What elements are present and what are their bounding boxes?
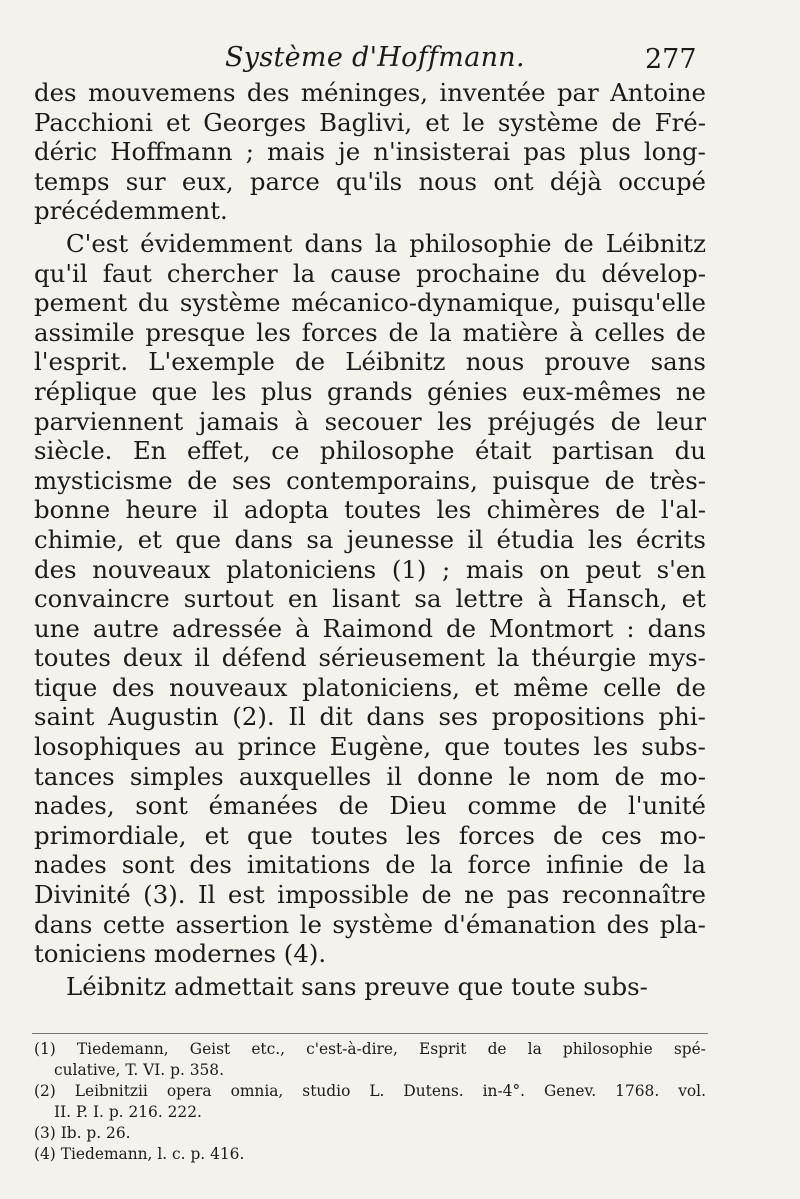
body-text [34, 78, 706, 1001]
text-line: déric Hoffmann ; mais je n'insisterai pas plus long- [34, 137, 706, 167]
footnote-line: II. P. I. p. 216. 222. [54, 1103, 202, 1121]
text-line: saint Augustin (2). Il dit dans ses propositions phi- [34, 702, 706, 732]
text-line: siècle. En effet, ce philosophe était partisan du [34, 436, 706, 466]
text-line: toutes deux il défend sérieusement la théurgie mys- [34, 643, 706, 673]
text-line: nades, sont émanées de Dieu comme de l'unité [34, 791, 706, 821]
paragraph [34, 78, 706, 226]
running-title: Système d'Hoffmann. [225, 42, 525, 73]
paragraph [34, 972, 706, 1002]
footnote-line: (1) Tiedemann, Geist etc., c'est-à-dire, Esprit de la philosophie spé- [34, 1040, 706, 1058]
footnote-line: (2) Leibnitzii opera omnia, studio L. Dutens. in-4°. Genev. 1768. vol. [34, 1082, 706, 1100]
text-line: chimie, et que dans sa jeunesse il étudia les écrits [34, 524, 706, 554]
text-line: parviennent jamais à secouer les préjugés de leur [34, 406, 706, 436]
text-line: losophiques au prince Eugène, que toutes les subs- [34, 732, 706, 762]
page-number: 277 [645, 44, 697, 75]
text-line: bonne heure il adopta toutes les chimères de l'al- [34, 495, 706, 525]
text-line: primordiale, et que toutes les forces de ces mo- [34, 820, 706, 850]
text-line: une autre adressée à Raimond de Montmort : dans [34, 613, 706, 643]
text-line: temps sur eux, parce qu'ils nous ont déjà occupé [34, 166, 706, 196]
text-line: assimile presque les forces de la matière à celles de [34, 317, 706, 347]
text-line: Léibnitz admettait sans preuve que toute subs- [66, 971, 648, 1001]
footnote-line: (3) Ib. p. 26. [34, 1124, 131, 1142]
text-line: C'est évidemment dans la philosophie de Léibnitz [66, 228, 706, 258]
text-line: des nouveaux platoniciens (1) ; mais on peut s'en [34, 554, 706, 584]
text-line: réplique que les plus grands génies eux-mêmes ne [34, 376, 706, 406]
text-line: toniciens modernes (4). [34, 939, 327, 969]
text-line: dans cette assertion le système d'émanation des pla- [34, 909, 706, 939]
text-line: pement du système mécanico-dynamique, puisqu'elle [34, 288, 706, 318]
text-line: convaincre surtout en lisant sa lettre à Hansch, et [34, 584, 706, 614]
text-line: Pacchioni et Georges Baglivi, et le système de Fré- [34, 107, 706, 137]
running-head [0, 42, 800, 82]
footnotes [34, 1039, 706, 1165]
footnote-rule [32, 1033, 708, 1034]
text-line: l'esprit. L'exemple de Léibnitz nous prouve sans [34, 347, 706, 377]
text-line: tique des nouveaux platoniciens, et même celle de [34, 672, 706, 702]
text-line: des mouvemens des méninges, inventée par Antoine [34, 78, 706, 107]
paragraph [34, 229, 706, 969]
text-line: mysticisme de ses contemporains, puisque de très- [34, 465, 706, 495]
text-line: Divinité (3). Il est impossible de ne pas reconnaître [34, 880, 706, 910]
text-line: précédemment. [34, 196, 228, 226]
footnote-line: (4) Tiedemann, l. c. p. 416. [34, 1145, 245, 1163]
footnote-line: culative, T. VI. p. 358. [54, 1061, 224, 1079]
text-line: nades sont des imitations de la force infinie de la [34, 850, 706, 880]
text-line: tances simples auxquelles il donne le nom de mo- [34, 761, 706, 791]
text-line: qu'il faut chercher la cause prochaine du dévelop- [34, 258, 706, 288]
